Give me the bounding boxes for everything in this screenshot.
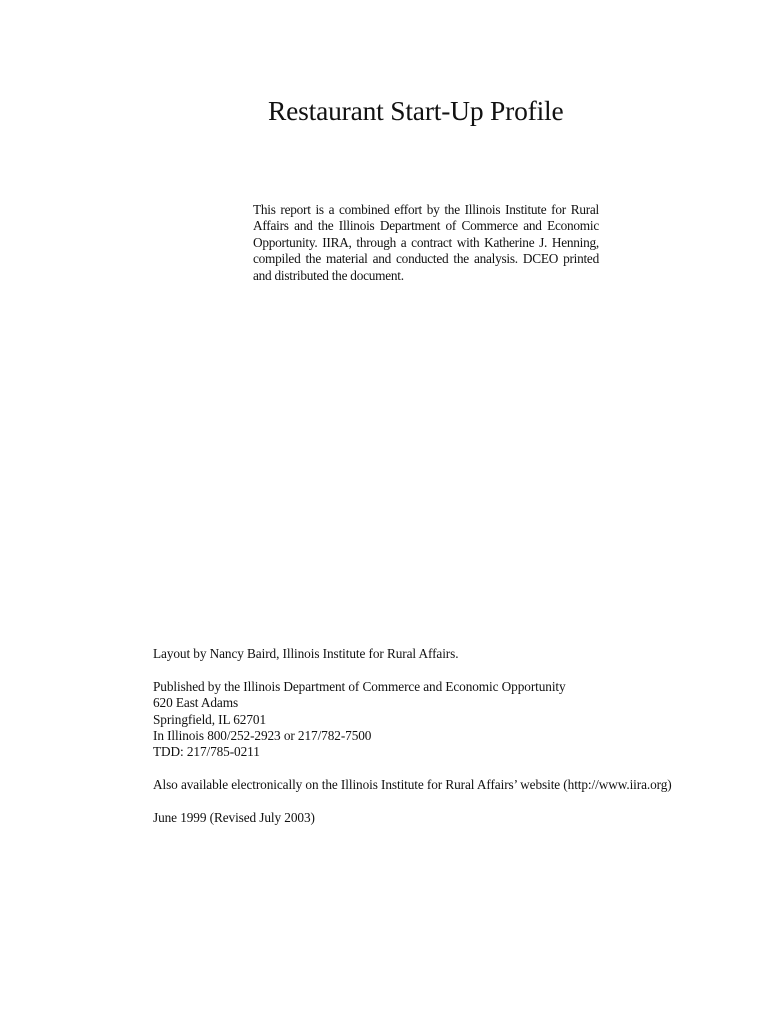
page-title: Restaurant Start-Up Profile xyxy=(268,95,564,126)
phone-line: In Illinois 800/252-2923 or 217/782-7500 xyxy=(153,728,372,744)
website-line: Also available electronically on the Illinois Institute for Rural Affairs’ website (http://www.iira.org) xyxy=(153,777,672,793)
publisher-credit: Published by the Illinois Department of Commerce and Economic Opportunity xyxy=(153,678,566,694)
credits-section xyxy=(153,646,733,826)
address-city: Springfield, IL 62701 xyxy=(153,711,267,727)
address-street: 620 East Adams xyxy=(153,695,239,711)
tdd-line: TDD: 217/785-0211 xyxy=(153,744,260,760)
spacer xyxy=(153,761,733,777)
date-line: June 1999 (Revised July 2003) xyxy=(153,810,315,826)
layout-credit: Layout by Nancy Baird, Illinois Institute for Rural Affairs. xyxy=(153,646,459,661)
spacer xyxy=(153,662,733,678)
spacer xyxy=(153,794,733,810)
intro-paragraph: This report is a combined effort by the Illinois Institute for Rural Affairs and the Illinois Department of Commerce and Economic Opportunity. IIRA, through a contract with Katherine J. Henning, compiled the material and conducted the analysis. DCEO printed and distributed the document. xyxy=(253,202,599,283)
